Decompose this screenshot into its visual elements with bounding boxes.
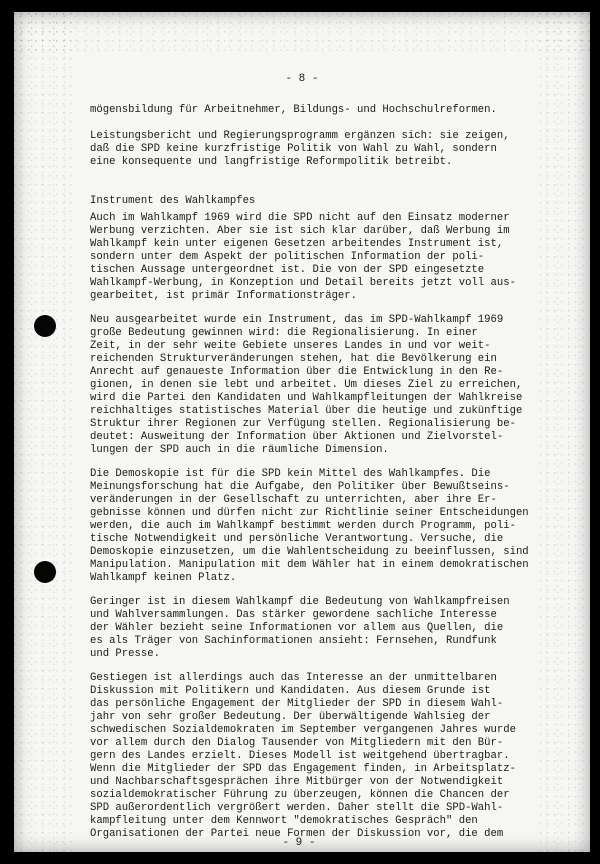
punch-hole-top (34, 315, 56, 337)
text-line: wird die Partei den Kandidaten und Wahlkampfleitungen der Wahlkreise (90, 392, 523, 404)
text-line: Manipulation. Manipulation mit dem Wähler hat in einem demokratischen (90, 559, 529, 571)
text-line: Wahlkampf-Werbung, in Konzeption und Detail bereits jetzt voll aus- (90, 277, 516, 289)
text-line: lungen der SPD auch in die räumliche Dimension. (90, 444, 389, 456)
text-line: der Wähler bezieht seine Informationen vor allem aus Quellen, die (90, 622, 504, 634)
page-number-top: - 8 - (285, 73, 319, 85)
text-line: reichhaltiges statistisches Material über die heutige und zukünftige (90, 405, 523, 417)
text-line: und Presse. (90, 648, 160, 660)
text-line: Werbung verzichten. Aber sie ist sich klar darüber, daß Werbung im (90, 225, 510, 237)
text-line: Geringer ist in diesem Wahlkampf die Bedeutung von Wahlkampfreisen (90, 596, 510, 608)
text-line: Auch im Wahlkampf 1969 wird die SPD nicht auf den Einsatz moderner (90, 212, 510, 224)
text-line: Leistungsbericht und Regierungsprogramm ergänzen sich: sie zeigen, (90, 130, 510, 142)
text-line: und Nachbarschaftsgesprächen ihre Mitbürger von der Notwendigkeit (90, 776, 504, 788)
text-line: Zeit, in der sehr weite Gebiete unseres Landes in und vor weit- (90, 340, 491, 352)
text-line: jahr von sehr großer Bedeutung. Der überwältigende Wahlsieg der (90, 711, 491, 723)
scan-noise-left (14, 12, 74, 852)
text-line: Wenn die Mitglieder der SPD das Engagement finden, in Arbeitsplatz- (90, 763, 516, 775)
text-line: Neu ausgearbeitet wurde ein Instrument, das im SPD-Wahlkampf 1969 (90, 314, 504, 326)
text-line: gionen, in denen sie lebt und arbeitet. Um dieses Ziel zu erreichen, (90, 379, 523, 391)
text-line: veränderungen in der Gesellschaft zu unterrichten, aber ihre Er- (90, 494, 497, 506)
text-line: Diskussion mit Politikern und Kandidaten. Aus diesem Grunde ist (90, 685, 491, 697)
text-line: sondern unter dem Aspekt der politischen Information der poli- (90, 251, 485, 263)
text-line: SPD außerordentlich vergrößert werden. Daher stellt die SPD-Wahl- (90, 802, 504, 814)
text-line: werden, die auch im Wahlkampf bestimmt werden durch Programm, poli- (90, 520, 516, 532)
text-line: tische Notwendigkeit und persönliche Verantwortung. Versuche, die (90, 533, 504, 545)
text-line: vor allem durch den Dialog Tausender von Mitgliedern mit den Bür- (90, 737, 504, 749)
text-line: Demoskopie einzusetzen, um die Wahlentscheidung zu beeinflussen, sind (90, 546, 529, 558)
scan-noise-top (14, 12, 590, 52)
text-line: große Bedeutung gewinnen wird: die Regionalisierung. In einer (90, 327, 478, 339)
text-line: kampfleitung unter dem Kennwort "demokratisches Gespräch" den (90, 815, 478, 827)
punch-hole-bottom (34, 561, 56, 583)
text-line: daß die SPD keine kurzfristige Politik von Wahl zu Wahl, sondern (90, 143, 497, 155)
text-line: eine konsequente und langfristige Reformpolitik betreibt. (90, 156, 453, 168)
text-line: Struktur ihrer Regionen zur Verfügung stellen. Regionalisierung be- (90, 418, 516, 430)
text-line: Anrecht auf genaueste Information über die Entwicklung in den Re- (90, 366, 504, 378)
text-line: deutet: Ausweitung der Information über Aktionen und Zielvorstel- (90, 431, 504, 443)
text-line: das persönliche Engagement der Mitglieder der SPD in diesem Wahl- (90, 698, 504, 710)
text-line: tischen Aussage untergeordnet ist. Die von der SPD eingesetzte (90, 264, 485, 276)
text-line: Die Demoskopie ist für die SPD kein Mittel des Wahlkampfes. Die (90, 468, 491, 480)
text-line: reichenden Strukturveränderungen stehen, hat die Bevölkerung ein (90, 353, 497, 365)
text-line: schwedischen Sozialdemokraten im September vergangenen Jahres wurde (90, 724, 516, 736)
text-line: Wahlkampf kein unter eigenen Gesetzen arbeitendes Instrument ist, (90, 238, 504, 250)
text-line: Wahlkampf keinen Platz. (90, 572, 237, 584)
text-line: und Wahlversammlungen. Das stärker gewordene sachliche Interesse (90, 609, 497, 621)
text-line: Organisationen der Partei neue Formen der Diskussion vor, die dem (90, 828, 504, 840)
page-number-bottom: - 9 - (282, 837, 316, 849)
text-line: Meinungsforschung hat die Aufgabe, den Politiker über Bewußtseins- (90, 481, 510, 493)
text-line: sozialdemokratischer Führung zu überzeugen, können die Chancen der (90, 789, 510, 801)
text-line: Gestiegen ist allerdings auch das Interesse an der unmittelbaren (90, 672, 497, 684)
text-line: mögensbildung für Arbeitnehmer, Bildungs- und Hochschulreformen. (90, 104, 497, 116)
document-page (14, 12, 590, 852)
text-line: gebnisse können und dürfen nicht zur Richtlinie seiner Entscheidungen (90, 507, 529, 519)
text-line: es als Träger von Sachinformationen ansieht: Fernsehen, Rundfunk (90, 635, 497, 647)
text-line: gern des Landes erzielt. Dieses Modell ist weitgehend übertragbar. (90, 750, 510, 762)
section-heading: Instrument des Wahlkampfes (90, 195, 256, 207)
text-line: gearbeitet, ist primär Informationsträger. (90, 290, 358, 302)
